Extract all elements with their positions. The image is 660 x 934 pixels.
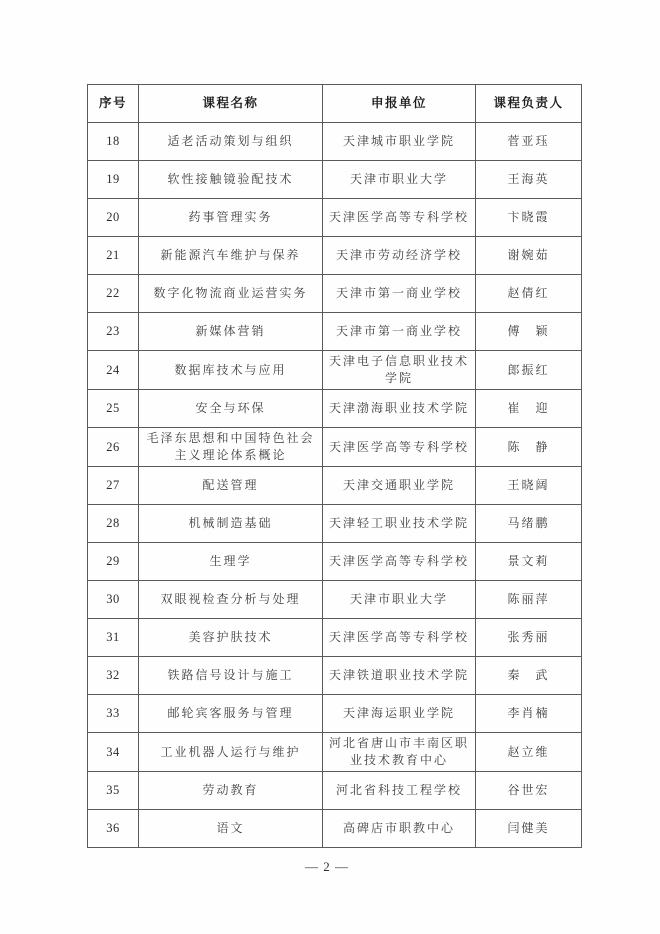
row-course-name: 药事管理实务	[139, 199, 323, 237]
row-course-name: 双眼视检查分析与处理	[139, 581, 323, 619]
row-serial-number: 35	[88, 772, 139, 810]
row-serial-number: 19	[88, 161, 139, 199]
table-row	[88, 313, 582, 351]
row-applicant-unit: 天津电子信息职业技术学院	[323, 351, 476, 390]
row-course-leader: 陈丽萍	[476, 581, 582, 619]
row-course-name: 数字化物流商业运营实务	[139, 275, 323, 313]
row-course-leader: 秦 武	[476, 657, 582, 695]
row-applicant-unit: 天津市第一商业学校	[323, 275, 476, 313]
row-course-leader: 王晓阔	[476, 467, 582, 505]
row-course-name: 配送管理	[139, 467, 323, 505]
row-serial-number: 20	[88, 199, 139, 237]
header-applicant-unit: 申报单位	[323, 85, 476, 123]
row-serial-number: 31	[88, 619, 139, 657]
row-serial-number: 27	[88, 467, 139, 505]
table-row	[88, 428, 582, 467]
row-applicant-unit: 天津医学高等专科学校	[323, 199, 476, 237]
row-applicant-unit: 天津城市职业学院	[323, 123, 476, 161]
table-header-row	[88, 85, 582, 123]
row-serial-number: 34	[88, 733, 139, 772]
row-course-leader: 菅亚珏	[476, 123, 582, 161]
row-course-name: 邮轮宾客服务与管理	[139, 695, 323, 733]
row-serial-number: 24	[88, 351, 139, 390]
row-course-name: 工业机器人运行与维护	[139, 733, 323, 772]
row-course-leader: 谢婉茹	[476, 237, 582, 275]
row-course-name: 适老活动策划与组织	[139, 123, 323, 161]
row-serial-number: 26	[88, 428, 139, 467]
header-course-name: 课程名称	[139, 85, 323, 123]
row-applicant-unit: 天津市职业大学	[323, 161, 476, 199]
row-applicant-unit: 天津交通职业学院	[323, 467, 476, 505]
table-row	[88, 199, 582, 237]
row-course-name: 毛泽东思想和中国特色社会主义理论体系概论	[139, 428, 323, 467]
header-course-leader: 课程负责人	[476, 85, 582, 123]
table-row	[88, 619, 582, 657]
row-applicant-unit: 高碑店市职教中心	[323, 810, 476, 848]
row-course-leader: 马绪鹏	[476, 505, 582, 543]
row-applicant-unit: 河北省唐山市丰南区职业技术教育中心	[323, 733, 476, 772]
row-applicant-unit: 天津医学高等专科学校	[323, 619, 476, 657]
table-row	[88, 657, 582, 695]
table-row	[88, 505, 582, 543]
row-serial-number: 21	[88, 237, 139, 275]
row-course-name: 生理学	[139, 543, 323, 581]
row-course-leader: 郎振红	[476, 351, 582, 390]
row-serial-number: 25	[88, 390, 139, 428]
row-course-leader: 闫健美	[476, 810, 582, 848]
row-course-name: 劳动教育	[139, 772, 323, 810]
table-row	[88, 581, 582, 619]
table-row	[88, 237, 582, 275]
row-serial-number: 18	[88, 123, 139, 161]
row-serial-number: 36	[88, 810, 139, 848]
course-list-table	[87, 84, 582, 848]
row-applicant-unit: 天津市第一商业学校	[323, 313, 476, 351]
row-serial-number: 22	[88, 275, 139, 313]
table-row	[88, 772, 582, 810]
row-course-leader: 傅 颖	[476, 313, 582, 351]
row-serial-number: 29	[88, 543, 139, 581]
row-applicant-unit: 天津市职业大学	[323, 581, 476, 619]
table-row	[88, 275, 582, 313]
row-applicant-unit: 河北省科技工程学校	[323, 772, 476, 810]
row-applicant-unit: 天津铁道职业技术学院	[323, 657, 476, 695]
row-serial-number: 32	[88, 657, 139, 695]
page-number: — 2 —	[305, 859, 349, 874]
row-course-leader: 李肖楠	[476, 695, 582, 733]
row-applicant-unit: 天津海运职业学院	[323, 695, 476, 733]
table-row	[88, 695, 582, 733]
table-row	[88, 543, 582, 581]
table-row	[88, 351, 582, 390]
table-row	[88, 467, 582, 505]
course-table-body	[88, 123, 582, 848]
table-row	[88, 161, 582, 199]
row-serial-number: 30	[88, 581, 139, 619]
row-course-leader: 赵倩红	[476, 275, 582, 313]
row-course-name: 语文	[139, 810, 323, 848]
row-course-name: 安全与环保	[139, 390, 323, 428]
row-serial-number: 23	[88, 313, 139, 351]
row-course-leader: 景文莉	[476, 543, 582, 581]
row-course-leader: 王海英	[476, 161, 582, 199]
row-applicant-unit: 天津市劳动经济学校	[323, 237, 476, 275]
row-course-leader: 张秀丽	[476, 619, 582, 657]
row-course-leader: 崔 迎	[476, 390, 582, 428]
row-serial-number: 33	[88, 695, 139, 733]
row-serial-number: 28	[88, 505, 139, 543]
row-course-name: 美容护肤技术	[139, 619, 323, 657]
row-applicant-unit: 天津医学高等专科学校	[323, 543, 476, 581]
row-applicant-unit: 天津轻工职业技术学院	[323, 505, 476, 543]
row-course-name: 新媒体营销	[139, 313, 323, 351]
row-course-name: 数据库技术与应用	[139, 351, 323, 390]
row-course-leader: 卞晓霞	[476, 199, 582, 237]
row-applicant-unit: 天津医学高等专科学校	[323, 428, 476, 467]
table-row	[88, 810, 582, 848]
row-course-name: 铁路信号设计与施工	[139, 657, 323, 695]
row-course-leader: 陈 静	[476, 428, 582, 467]
header-serial-number: 序号	[88, 85, 139, 123]
row-course-name: 软性接触镜验配技术	[139, 161, 323, 199]
row-applicant-unit: 天津渤海职业技术学院	[323, 390, 476, 428]
row-course-name: 新能源汽车维护与保养	[139, 237, 323, 275]
row-course-name: 机械制造基础	[139, 505, 323, 543]
table-row	[88, 390, 582, 428]
table-row	[88, 733, 582, 772]
row-course-leader: 谷世宏	[476, 772, 582, 810]
table-row	[88, 123, 582, 161]
row-course-leader: 赵立维	[476, 733, 582, 772]
